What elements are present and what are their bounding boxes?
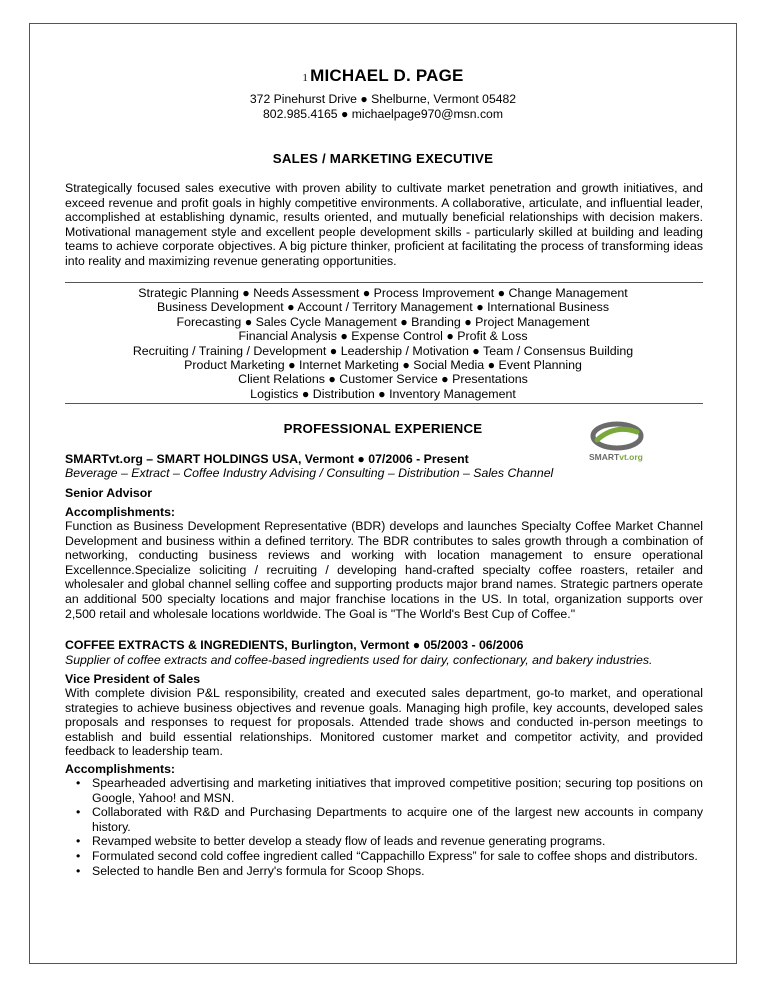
skills-line: Recruiting / Training / Development ● Leadership / Motivation ● Team / Consensus Building: [132, 343, 634, 358]
list-item: • Collaborated with R&D and Purchasing Departments to acquire one of the largest new accounts in company history.: [76, 805, 703, 834]
summary-paragraph: Strategically focused sales executive with proven ability to cultivate market penetration and growth initiatives, and exceed revenue and profit goals in highly competitive environments. A collaborative, articulate, and influential leader, accomplished at establishing dynamic, results oriented, and mutually beneficial relationships with decision makers. Motivational management style and excellent people development skills - particularly skilled at building and leading teams to achieve corporate objectives. A big picture thinker, proficient at facilitating the process of transforming ideas into reality and maximizing revenue generating opportunities.: [65, 181, 703, 268]
job2-employer-line: COFFEE EXTRACTS & INGREDIENTS, Burlington, Vermont ● 05/2003 - 06/2006: [65, 638, 524, 652]
skills-line: Client Relations ● Customer Service ● Presentations: [238, 372, 528, 387]
bullet-icon: •: [76, 805, 81, 820]
job1-title: Senior Advisor: [65, 486, 153, 500]
job1-employer-line: SMARTvt.org – SMART HOLDINGS USA, Vermont ● 07/2006 - Present: [65, 452, 469, 466]
skills-line: Forecasting ● Sales Cycle Management ● Branding ● Project Management: [176, 314, 590, 329]
bullet-icon: •: [76, 834, 81, 849]
logo-text: SMARTvt.org: [589, 452, 643, 462]
list-item: • Spearheaded advertising and marketing initiatives that improved competitive position; securing top positions on Google, Yahoo! and MSN.: [76, 776, 703, 805]
divider-bottom: [65, 403, 703, 404]
job2-title: Vice President of Sales: [65, 672, 201, 686]
resume-page: [29, 23, 737, 964]
skills-list: [30, 286, 736, 401]
swirl-logo-icon: [585, 420, 653, 465]
job1-accomplishments-label: Accomplishments:: [65, 505, 176, 519]
list-item: • Selected to handle Ben and Jerry's formula for Scoop Shops.: [76, 863, 425, 878]
smartvt-logo: [585, 420, 653, 465]
skills-line: Financial Analysis ● Expense Control ● Profit & Loss: [238, 329, 528, 344]
address-line: 372 Pinehurst Drive ● Shelburne, Vermont 05482: [249, 92, 517, 106]
job2-description: Supplier of coffee extracts and coffee-based ingredients used for dairy, confectionary, and bakery industries.: [65, 653, 653, 667]
list-item: • Revamped website to better develop a steady flow of leads and revenue generating programs.: [76, 834, 606, 849]
candidate-name: [30, 66, 736, 86]
page-marker: 1: [302, 72, 309, 84]
headline: SALES / MARKETING EXECUTIVE: [272, 151, 494, 166]
name-text: MICHAEL D. PAGE: [310, 66, 464, 85]
skills-line: Business Development ● Account / Territory Management ● International Business: [156, 300, 610, 315]
list-item: • Formulated second cold coffee ingredient called “Cappachillo Express” for sale to coffee shops and distributors.: [76, 848, 698, 863]
phone-email-line: 802.985.4165 ● michaelpage970@msn.com: [263, 107, 503, 121]
skills-line: Product Marketing ● Internet Marketing ● Social Media ● Event Planning: [184, 357, 582, 372]
bullet-icon: •: [76, 863, 81, 878]
skills-line: Logistics ● Distribution ● Inventory Management: [250, 386, 516, 401]
job2-accomplishments-list: [65, 776, 703, 878]
job1-accomplishments-text: Function as Business Development Representative (BDR) develops and launches Specialty Coffee Market Channel Development and business within a defined territory. The BDR contributes to sales growth through a combination of networking, conducting business reviews and working with location management to ensure operational Excellennce.Specialize soliciting / recruiting / developing hand-crafted specialty coffee roasters, retailer and wholesaler and global channel selling coffee and supporting products major brand names. Strategic partners operate an additional 500 specialty locations and major franchise locations in the US. In total, organization supports over 2,500 retail and wholesale locations worldwide. The Goal is "The World's Best Cup of Coffee.": [65, 519, 703, 621]
job2-accomplishments-label: Accomplishments:: [65, 762, 176, 776]
experience-heading: PROFESSIONAL EXPERIENCE: [283, 421, 483, 436]
skills-line: Strategic Planning ● Needs Assessment ● Process Improvement ● Change Management: [138, 286, 628, 300]
divider-top: [65, 282, 703, 283]
bullet-icon: •: [76, 848, 81, 863]
job1-description: Beverage – Extract – Coffee Industry Advising / Consulting – Distribution – Sales Channel: [65, 466, 554, 480]
job2-summary: With complete division P&L responsibility, created and executed sales department, go-to market, and operational strategies to achieve business objectives and revenue goals. Managing high profile, key accounts, developed sales proposals and responses to request for proposals. Attended trade shows and conducted in-person meetings to establish and build essential relationships. Monitored customer market and competitor activity, and provided feedback to leadership team.: [65, 686, 703, 759]
bullet-icon: •: [76, 776, 81, 790]
